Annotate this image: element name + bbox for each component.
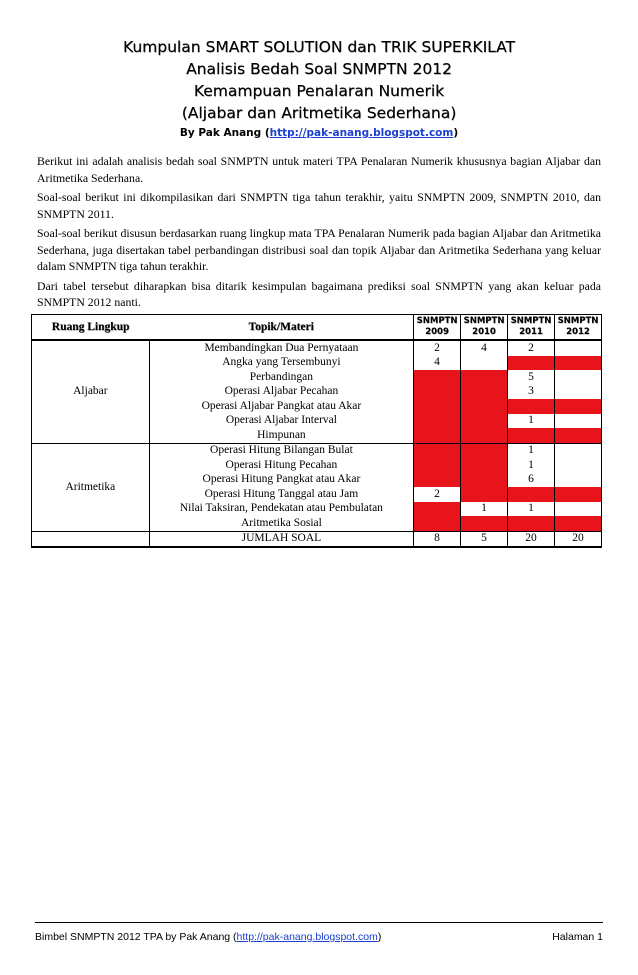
value-cell — [554, 414, 601, 429]
value-cell — [461, 458, 508, 473]
topic-cell: Membandingkan Dua Pernyataan — [149, 340, 413, 356]
topic-cell: Operasi Aljabar Pecahan — [149, 385, 413, 400]
value-cell — [461, 443, 508, 458]
value-cell — [508, 399, 555, 414]
value-cell: 6 — [508, 473, 555, 488]
header-year-value: 2010 — [472, 327, 496, 337]
paragraph: Dari tabel tersebut diharapkan bisa ditarik kesimpulan bagaimana prediksi soal SNMPTN yang akan keluar pada SNMPTN 2012 nanti. — [37, 278, 601, 309]
value-cell: 2 — [414, 487, 461, 502]
value-cell — [554, 428, 601, 443]
header-ruang-lingkup: Ruang Lingkup — [32, 315, 150, 341]
value-cell: 4 — [414, 356, 461, 371]
total-row — [32, 531, 602, 547]
value-cell: 1 — [508, 458, 555, 473]
value-cell: 3 — [508, 385, 555, 400]
topic-cell: Operasi Aljabar Interval — [149, 414, 413, 429]
intro-text — [37, 153, 601, 314]
value-cell — [554, 458, 601, 473]
group-name: Aritmetika — [32, 443, 150, 531]
topic-cell: Himpunan — [149, 428, 413, 443]
value-cell — [554, 487, 601, 502]
author-link[interactable]: http://pak-anang.blogspot.com — [269, 127, 454, 139]
topic-cell: Operasi Aljabar Pangkat atau Akar — [149, 399, 413, 414]
topic-cell: Angka yang Tersembunyi — [149, 356, 413, 371]
topic-cell: Nilai Taksiran, Pendekatan atau Pembulatan — [149, 502, 413, 517]
value-cell: 1 — [508, 502, 555, 517]
value-cell — [414, 428, 461, 443]
header-year — [554, 315, 601, 341]
value-cell — [414, 502, 461, 517]
value-cell — [508, 356, 555, 371]
document-header — [0, 36, 638, 142]
value-cell — [554, 502, 601, 517]
value-cell — [414, 458, 461, 473]
total-value: 8 — [414, 531, 461, 547]
header-year-label: SNMPTN — [557, 316, 599, 326]
total-value: 20 — [508, 531, 555, 547]
value-cell — [461, 516, 508, 531]
author-suffix: ) — [453, 127, 459, 139]
value-cell: 5 — [508, 370, 555, 385]
total-label: JUMLAH SOAL — [149, 531, 413, 547]
value-cell — [461, 473, 508, 488]
value-cell — [554, 370, 601, 385]
footer-link[interactable]: http://pak-anang.blogspot.com — [236, 931, 378, 943]
value-cell — [554, 385, 601, 400]
title-line-1: Kumpulan SMART SOLUTION dan TRIK SUPERKILAT — [122, 38, 516, 56]
total-value: 5 — [461, 531, 508, 547]
value-cell — [554, 443, 601, 458]
header-year — [414, 315, 461, 341]
distribution-table — [31, 314, 602, 548]
value-cell — [554, 473, 601, 488]
value-cell — [461, 385, 508, 400]
group-name: Aljabar — [32, 340, 150, 443]
topic-cell: Operasi Hitung Bilangan Bulat — [149, 443, 413, 458]
value-cell — [414, 399, 461, 414]
value-cell — [414, 385, 461, 400]
header-year-value: 2012 — [566, 327, 590, 337]
footer-prefix: Bimbel SNMPTN 2012 TPA by Pak Anang ( — [35, 931, 237, 943]
total-value: 20 — [554, 531, 601, 547]
value-cell — [461, 428, 508, 443]
value-cell — [554, 516, 601, 531]
topic-cell: Operasi Hitung Tanggal atau Jam — [149, 487, 413, 502]
value-cell — [461, 370, 508, 385]
value-cell: 1 — [508, 443, 555, 458]
value-cell: 2 — [414, 340, 461, 356]
value-cell — [508, 487, 555, 502]
topic-cell: Aritmetika Sosial — [149, 516, 413, 531]
footer-left — [35, 931, 381, 943]
value-cell — [461, 487, 508, 502]
topic-cell: Operasi Hitung Pecahan — [149, 458, 413, 473]
header-year-value: 2011 — [519, 327, 543, 337]
header-year — [461, 315, 508, 341]
paragraph: Soal-soal berikut disusun berdasarkan ruang lingkup mata TPA Penalaran Numerik pada bagian Aljabar dan Aritmetika Sederhana, juga disertakan tabel perbandingan distribusi soal dan topik Aljabar dan Aritmetika Sederhana yang keluar dalam SNMPTN tiga tahun terakhir. — [37, 226, 601, 273]
value-cell — [461, 356, 508, 371]
table-header-row — [32, 315, 602, 341]
title-line-4: (Aljabar dan Aritmetika Sederhana) — [181, 104, 457, 122]
value-cell — [554, 340, 601, 356]
value-cell: 2 — [508, 340, 555, 356]
header-year — [508, 315, 555, 341]
title-line-3: Kemampuan Penalaran Numerik — [193, 82, 445, 100]
value-cell — [461, 399, 508, 414]
topic-cell: Perbandingan — [149, 370, 413, 385]
header-year-label: SNMPTN — [416, 316, 458, 326]
value-cell — [414, 414, 461, 429]
value-cell — [508, 516, 555, 531]
author-prefix: By Pak Anang ( — [179, 127, 270, 139]
value-cell: 1 — [461, 502, 508, 517]
footer-suffix: ) — [377, 931, 382, 943]
header-year-label: SNMPTN — [510, 316, 552, 326]
value-cell: 4 — [461, 340, 508, 356]
paragraph: Soal-soal berikut ini dikompilasikan dari SNMPTN tiga tahun terakhir, yaitu SNMPTN 2009, SNMPTN 2010, dan SNMPTN 2011. — [37, 190, 601, 221]
total-empty — [32, 531, 150, 547]
value-cell — [414, 443, 461, 458]
value-cell — [414, 370, 461, 385]
header-topik: Topik/Materi — [149, 315, 413, 341]
page-footer — [35, 922, 603, 943]
value-cell — [461, 414, 508, 429]
table-row — [32, 443, 602, 458]
value-cell: 1 — [508, 414, 555, 429]
value-cell — [554, 399, 601, 414]
author-line — [0, 125, 638, 142]
header-year-label: SNMPTN — [463, 316, 505, 326]
topic-cell: Operasi Hitung Pangkat atau Akar — [149, 473, 413, 488]
value-cell — [554, 356, 601, 371]
paragraph: Berikut ini adalah analisis bedah soal SNMPTN untuk materi TPA Penalaran Numerik khususnya bagian Aljabar dan Aritmetika Sederhana. — [37, 154, 601, 185]
header-year-value: 2009 — [425, 327, 449, 337]
value-cell — [414, 516, 461, 531]
value-cell — [508, 428, 555, 443]
value-cell — [414, 473, 461, 488]
title-line-2: Analisis Bedah Soal SNMPTN 2012 — [186, 60, 452, 78]
table-row — [32, 340, 602, 356]
page-number: Halaman 1 — [552, 931, 603, 943]
